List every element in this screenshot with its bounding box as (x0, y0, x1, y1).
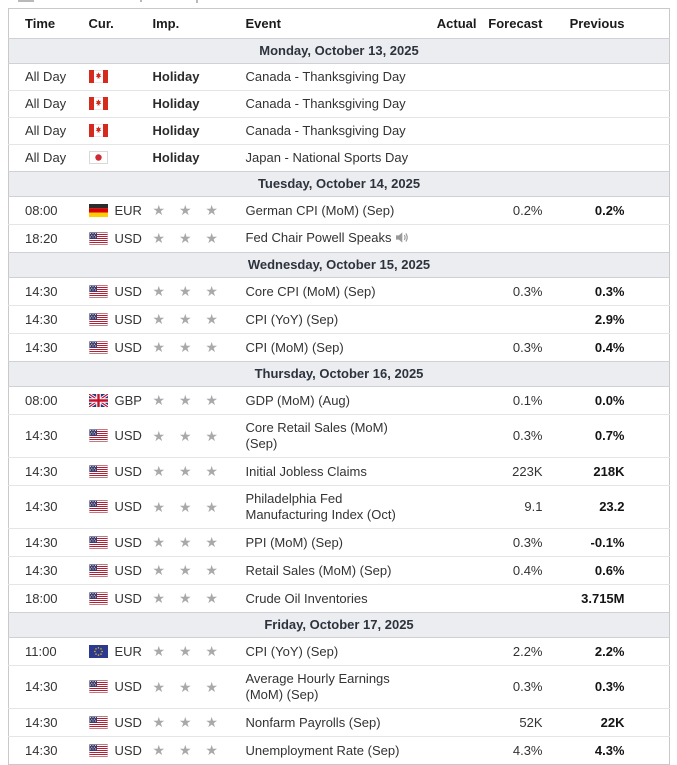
row-spacer (629, 334, 670, 362)
event-time: 14:30 (25, 562, 58, 578)
event-row[interactable] (9, 585, 670, 613)
row-spacer (629, 666, 670, 709)
forecast-value: 0.3% (512, 339, 543, 355)
day-group-row (9, 613, 670, 638)
event-cell (237, 638, 433, 666)
currency-code: USD (114, 428, 142, 443)
day-header: Wednesday, October 15, 2025 (9, 253, 670, 278)
forecast-value (481, 145, 547, 172)
forecast-value (481, 585, 547, 613)
row-spacer (629, 458, 670, 486)
currency-cell (81, 225, 147, 253)
row-spacer (629, 197, 670, 225)
importance-cell (147, 585, 237, 613)
previous-value: 0.4% (594, 339, 625, 355)
currency-cell (81, 585, 147, 613)
currency-cell (81, 278, 147, 306)
event-cell (237, 387, 433, 415)
actual-value (433, 278, 481, 306)
event-name[interactable]: GDP (MoM) (Aug) (245, 392, 350, 408)
holiday-label: Holiday (152, 123, 200, 138)
importance-cell (147, 415, 237, 458)
currency-cell (81, 91, 147, 118)
day-header: Tuesday, October 14, 2025 (9, 172, 670, 197)
currency-code: EUR (114, 643, 142, 659)
importance-cell (147, 64, 237, 91)
forecast-value (481, 118, 547, 145)
row-spacer (629, 118, 670, 145)
importance-cell (147, 91, 237, 118)
flag-canada-icon (89, 124, 108, 137)
event-name[interactable]: CPI (YoY) (Sep) (245, 311, 339, 327)
importance-stars-icon: ★ ★ ★ (152, 339, 223, 355)
row-spacer (629, 638, 670, 666)
event-name[interactable]: Core Retail Sales (MoM) (Sep) (245, 420, 388, 451)
flag-usa-icon (89, 744, 108, 757)
event-row[interactable] (9, 387, 670, 415)
row-spacer (629, 737, 670, 765)
importance-stars-icon: ★ ★ ★ (152, 590, 223, 606)
importance-cell (147, 278, 237, 306)
event-time: All Day (25, 96, 67, 111)
actual-value (433, 91, 481, 118)
forecast-value: 0.3% (512, 679, 543, 694)
actual-value (433, 666, 481, 709)
event-name[interactable]: Unemployment Rate (Sep) (245, 742, 400, 758)
actual-value (433, 709, 481, 737)
forecast-value: 0.3% (512, 428, 543, 443)
importance-cell (147, 557, 237, 585)
actual-value (433, 145, 481, 172)
currency-code: USD (114, 562, 142, 578)
event-cell (237, 737, 433, 765)
event-cell (237, 225, 433, 253)
row-spacer (629, 709, 670, 737)
actual-value (433, 118, 481, 145)
column-header-forecast[interactable]: Forecast (488, 16, 543, 31)
actual-value (433, 387, 481, 415)
previous-value: 0.0% (594, 392, 625, 408)
day-header: Friday, October 17, 2025 (9, 613, 670, 638)
flag-usa-icon (89, 680, 108, 693)
event-name[interactable]: CPI (MoM) (Sep) (245, 339, 344, 355)
event-row[interactable] (9, 64, 670, 91)
previous-value: 4.3% (594, 742, 625, 758)
actual-value (433, 458, 481, 486)
event-name[interactable]: Canada - Thanksgiving Day (245, 123, 406, 138)
event-name[interactable]: Average Hourly Earnings (MoM) (Sep) (245, 671, 390, 702)
column-header-actual[interactable]: Actual (436, 16, 477, 31)
flag-usa-icon (89, 500, 108, 513)
previous-value: 0.3% (594, 679, 625, 694)
flag-usa-icon (89, 429, 108, 442)
currency-code: USD (114, 463, 142, 479)
previous-value: 0.2% (594, 202, 625, 218)
forecast-value: 0.1% (512, 392, 543, 408)
flag-usa-icon (89, 536, 108, 549)
event-row[interactable] (9, 197, 670, 225)
event-time: 18:00 (25, 590, 58, 606)
actual-value (433, 638, 481, 666)
cropped-ui-fragment (196, 0, 198, 3)
previous-value: -0.1% (590, 534, 625, 550)
event-time: 14:30 (25, 742, 58, 758)
event-name[interactable]: Retail Sales (MoM) (Sep) (245, 562, 392, 578)
previous-value: 0.6% (594, 562, 625, 578)
event-row[interactable] (9, 557, 670, 585)
currency-cell (81, 415, 147, 458)
cropped-ui-fragment (18, 0, 34, 2)
event-cell (237, 529, 433, 557)
flag-usa-icon (89, 313, 108, 326)
event-cell (237, 118, 433, 145)
previous-value (547, 145, 629, 172)
flag-usa-icon (89, 285, 108, 298)
importance-stars-icon: ★ ★ ★ (152, 643, 223, 659)
column-header-time[interactable]: Time (25, 16, 56, 31)
event-time: 14:30 (25, 428, 58, 443)
forecast-value: 4.3% (512, 742, 543, 758)
forecast-value: 0.2% (512, 202, 543, 218)
row-spacer (629, 91, 670, 118)
event-name[interactable]: Core CPI (MoM) (Sep) (245, 283, 376, 299)
currency-cell (81, 709, 147, 737)
row-spacer (629, 585, 670, 613)
importance-stars-icon: ★ ★ ★ (152, 311, 223, 327)
forecast-value: 9.1 (524, 499, 543, 514)
importance-stars-icon: ★ ★ ★ (152, 498, 223, 515)
actual-value (433, 415, 481, 458)
column-header-previous[interactable]: Previous (569, 16, 625, 31)
actual-value (433, 585, 481, 613)
actual-value (433, 225, 481, 253)
flag-uk-icon (89, 394, 108, 407)
currency-cell (81, 666, 147, 709)
event-row[interactable] (9, 737, 670, 765)
importance-cell (147, 529, 237, 557)
event-cell (237, 415, 433, 458)
currency-cell (81, 306, 147, 334)
previous-value (547, 118, 629, 145)
flag-usa-icon (89, 716, 108, 729)
flag-germany-icon (89, 204, 108, 217)
flag-usa-icon (89, 465, 108, 478)
currency-code: USD (114, 742, 142, 758)
event-name[interactable]: CPI (YoY) (Sep) (245, 643, 339, 659)
currency-cell (81, 387, 147, 415)
event-cell (237, 709, 433, 737)
currency-code: EUR (114, 202, 142, 218)
currency-code: USD (114, 714, 142, 730)
event-row[interactable] (9, 486, 670, 529)
event-time: 14:30 (25, 339, 58, 355)
event-row[interactable] (9, 118, 670, 145)
importance-stars-icon: ★ ★ ★ (152, 392, 223, 408)
event-time: All Day (25, 123, 67, 138)
row-spacer (629, 486, 670, 529)
economic-calendar-table (8, 8, 670, 765)
flag-canada-icon (89, 97, 108, 110)
event-name[interactable]: Canada - Thanksgiving Day (245, 96, 406, 111)
event-cell (237, 306, 433, 334)
importance-cell (147, 118, 237, 145)
importance-stars-icon: ★ ★ ★ (152, 283, 223, 299)
previous-value (547, 91, 629, 118)
row-spacer (629, 529, 670, 557)
day-group-row (9, 362, 670, 387)
importance-cell (147, 145, 237, 172)
event-row[interactable] (9, 225, 670, 253)
importance-cell (147, 225, 237, 253)
event-name[interactable]: German CPI (MoM) (Sep) (245, 202, 395, 218)
event-time: 14:30 (25, 463, 58, 479)
importance-stars-icon: ★ ★ ★ (152, 230, 223, 246)
currency-code: USD (114, 230, 142, 246)
currency-cell (81, 197, 147, 225)
previous-value: 3.715M (581, 590, 625, 606)
row-spacer (629, 64, 670, 91)
importance-stars-icon: ★ ★ ★ (152, 742, 223, 758)
event-time: 14:30 (25, 534, 58, 550)
importance-cell (147, 197, 237, 225)
importance-stars-icon: ★ ★ ★ (152, 678, 223, 695)
event-time: 08:00 (25, 202, 58, 218)
currency-code: USD (114, 679, 142, 694)
actual-value (433, 737, 481, 765)
event-row[interactable] (9, 145, 670, 172)
currency-code: USD (114, 339, 142, 355)
event-name[interactable]: Nonfarm Payrolls (Sep) (245, 714, 381, 730)
forecast-value (481, 306, 547, 334)
event-name[interactable]: Japan - National Sports Day (245, 150, 409, 165)
row-spacer (629, 557, 670, 585)
importance-cell (147, 306, 237, 334)
currency-cell (81, 737, 147, 765)
row-spacer (629, 145, 670, 172)
currency-code: USD (114, 311, 142, 327)
event-cell (237, 557, 433, 585)
holiday-label: Holiday (152, 69, 200, 84)
previous-value (547, 225, 629, 253)
event-time: 11:00 (25, 643, 57, 659)
actual-value (433, 197, 481, 225)
importance-cell (147, 387, 237, 415)
event-name[interactable]: Fed Chair Powell Speaks (245, 230, 392, 245)
event-cell (237, 585, 433, 613)
importance-cell (147, 638, 237, 666)
forecast-value: 52K (519, 714, 543, 730)
forecast-value: 0.3% (512, 534, 543, 550)
holiday-label: Holiday (152, 150, 200, 165)
previous-value: 2.2% (594, 643, 625, 659)
flag-usa-icon (89, 341, 108, 354)
forecast-value: 2.2% (512, 643, 543, 659)
currency-cell (81, 557, 147, 585)
currency-cell (81, 458, 147, 486)
currency-code: USD (114, 499, 142, 514)
event-time: 14:30 (25, 499, 58, 514)
importance-stars-icon: ★ ★ ★ (152, 562, 223, 578)
actual-value (433, 334, 481, 362)
event-name[interactable]: Canada - Thanksgiving Day (245, 69, 406, 84)
previous-value: 22K (600, 714, 625, 730)
event-name[interactable]: PPI (MoM) (Sep) (245, 534, 344, 550)
flag-usa-icon (89, 564, 108, 577)
event-row[interactable] (9, 709, 670, 737)
event-cell (237, 458, 433, 486)
forecast-value: 0.3% (512, 283, 543, 299)
event-cell (237, 278, 433, 306)
cropped-ui-fragment (140, 0, 142, 2)
importance-stars-icon: ★ ★ ★ (152, 534, 223, 550)
currency-code: USD (114, 590, 142, 606)
importance-stars-icon: ★ ★ ★ (152, 463, 223, 479)
event-row[interactable] (9, 638, 670, 666)
event-time: All Day (25, 69, 67, 84)
event-row[interactable] (9, 666, 670, 709)
column-header-row (9, 9, 670, 39)
event-name[interactable]: Crude Oil Inventories (245, 590, 368, 606)
actual-value (433, 64, 481, 91)
importance-cell (147, 709, 237, 737)
event-time: All Day (25, 150, 67, 165)
event-time: 14:30 (25, 714, 58, 730)
row-spacer (629, 387, 670, 415)
previous-value: 0.3% (594, 283, 625, 299)
previous-value: 218K (593, 463, 625, 479)
speaker-icon (396, 231, 409, 246)
day-header: Monday, October 13, 2025 (9, 39, 670, 64)
previous-value (547, 64, 629, 91)
event-cell (237, 91, 433, 118)
event-cell (237, 334, 433, 362)
day-group-row (9, 39, 670, 64)
importance-cell (147, 737, 237, 765)
event-time: 14:30 (25, 679, 58, 694)
currency-cell (81, 486, 147, 529)
currency-cell (81, 145, 147, 172)
row-spacer (629, 415, 670, 458)
event-time: 08:00 (25, 392, 58, 408)
event-cell (237, 486, 433, 529)
forecast-value (481, 64, 547, 91)
importance-cell (147, 486, 237, 529)
forecast-value (481, 225, 547, 253)
actual-value (433, 306, 481, 334)
currency-code: USD (114, 534, 142, 550)
event-cell (237, 666, 433, 709)
previous-value: 0.7% (594, 428, 625, 443)
currency-cell (81, 118, 147, 145)
event-name[interactable]: Philadelphia Fed Manufacturing Index (Oct) (245, 491, 396, 522)
event-time: 18:20 (25, 230, 58, 246)
column-header-currency[interactable]: Cur. (88, 16, 114, 31)
event-time: 14:30 (25, 283, 58, 299)
previous-value: 2.9% (594, 311, 625, 327)
importance-cell (147, 458, 237, 486)
forecast-value (481, 91, 547, 118)
flag-japan-icon (89, 151, 108, 164)
actual-value (433, 557, 481, 585)
currency-code: USD (114, 283, 142, 299)
importance-stars-icon: ★ ★ ★ (152, 202, 223, 218)
row-spacer (629, 225, 670, 253)
forecast-value: 223K (512, 463, 543, 479)
flag-eu-icon (89, 645, 108, 658)
event-cell (237, 145, 433, 172)
event-cell (237, 197, 433, 225)
event-row[interactable] (9, 458, 670, 486)
holiday-label: Holiday (152, 96, 200, 111)
event-name[interactable]: Initial Jobless Claims (245, 463, 367, 479)
actual-value (433, 486, 481, 529)
day-group-row (9, 253, 670, 278)
event-row[interactable] (9, 334, 670, 362)
forecast-value: 0.4% (512, 562, 543, 578)
actual-value (433, 529, 481, 557)
previous-value: 23.2 (599, 499, 625, 514)
day-header: Thursday, October 16, 2025 (9, 362, 670, 387)
column-header-event[interactable]: Event (245, 16, 281, 31)
currency-cell (81, 334, 147, 362)
column-header-importance[interactable]: Imp. (152, 16, 180, 31)
currency-cell (81, 638, 147, 666)
flag-usa-icon (89, 592, 108, 605)
row-spacer (629, 278, 670, 306)
currency-code: GBP (114, 392, 142, 408)
importance-cell (147, 334, 237, 362)
event-row[interactable] (9, 91, 670, 118)
currency-cell (81, 64, 147, 91)
event-row[interactable] (9, 529, 670, 557)
day-group-row (9, 172, 670, 197)
event-row[interactable] (9, 306, 670, 334)
flag-canada-icon (89, 70, 108, 83)
importance-stars-icon: ★ ★ ★ (152, 427, 223, 444)
event-row[interactable] (9, 415, 670, 458)
event-cell (237, 64, 433, 91)
flag-usa-icon (89, 232, 108, 245)
currency-cell (81, 529, 147, 557)
row-spacer (629, 306, 670, 334)
importance-cell (147, 666, 237, 709)
importance-stars-icon: ★ ★ ★ (152, 714, 223, 730)
event-time: 14:30 (25, 311, 58, 327)
event-row[interactable] (9, 278, 670, 306)
